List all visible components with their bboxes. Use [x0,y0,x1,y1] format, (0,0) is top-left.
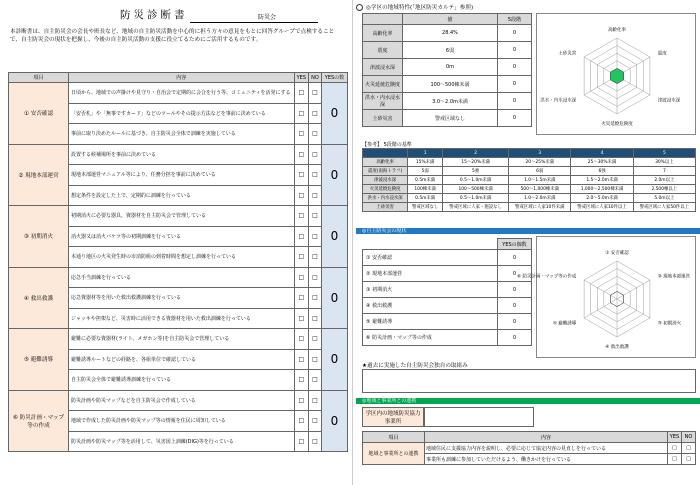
criteria-title [362,141,412,148]
char-label: 震度 [363,42,403,59]
status-count: 0 [498,314,532,330]
radar-axis [584,299,617,318]
char-level: 0 [498,42,532,59]
criteria-cell: 5.0m以上 [633,194,695,203]
no-checkbox[interactable]: □ [309,267,322,288]
biz-name-box[interactable] [424,407,534,427]
header-yes-count: YESの数 [322,73,348,83]
status-label: ⑥ 防災計画・マップ等の作成 [363,330,498,346]
item-text: 事前に取り決めたルールに基づき、自主防災会全体で訓練を実施している [69,124,295,145]
past-activities-box[interactable] [362,369,696,393]
intro-text: 本診断書は、自主防災会の会長や班長など、地域の自主防災活動を中心的に担う方々の意見をもとに回答グループで点検することで、自主防災会の現状を把握し、今後の自主防災活動の支援に役立てるためにご活用するものです。 [10,29,335,43]
status-label: ② 現地本部運営 [363,266,498,282]
diagnosis-row [9,267,348,288]
item-text: 初期消火に必要な器具、資器材を自主防災会で管理している [69,206,295,227]
yes-checkbox[interactable]: □ [294,247,308,268]
no-checkbox[interactable]: □ [309,83,322,104]
status-row [363,330,532,346]
biz-category: 地域と事業所との連携 [363,443,425,465]
no-checkbox[interactable]: □ [309,431,322,452]
status-header-blank [363,239,498,250]
characteristics-table [362,13,532,127]
criteria-row [363,167,696,176]
header-yes: YES [294,73,308,83]
radar-axis-label: 津波浸水深 [657,98,681,104]
status-header-count: YESの個数 [498,239,532,250]
char-row [363,110,532,127]
criteria-cell: 警戒区域なし [408,203,443,212]
yes-count: 0 [322,267,348,329]
criteria-cell: 警戒区域に人家10件以上 [571,203,633,212]
item-text: 現地本部運営マニュアル等により、任務分担を事前に決めている [69,165,295,186]
status-row [363,314,532,330]
category-label: ⑤ 避難誘導 [9,329,69,391]
past-title [362,361,468,369]
biz-header-content: 内容 [425,432,668,443]
no-checkbox[interactable]: □ [309,165,322,186]
biz-header-yes: YES [668,432,682,443]
category-label: ③ 初期消火 [9,206,69,268]
criteria-cell: 30%以上 [633,158,695,167]
no-checkbox[interactable]: □ [309,390,322,411]
char-row [363,25,532,42]
status-row [363,298,532,314]
section2-title: ◎自主防災会の現状 [356,228,700,234]
no-checkbox[interactable]: □ [309,103,322,124]
item-text: 応急手当訓練を行っている [69,267,295,288]
no-checkbox[interactable]: □ [309,185,322,206]
category-label: ④ 救出救護 [9,267,69,329]
criteria-body [363,158,696,212]
no-checkbox[interactable]: □ [309,370,322,391]
criteria-label: 震度(南海トラフ) [363,167,408,176]
biz-row [363,443,696,454]
item-text: 防災計画や防災マップなどを自主防災会で作成している [69,390,295,411]
yes-count: 0 [322,83,348,145]
radar-axis [584,280,617,299]
criteria-label: 高齢化率 [363,158,408,167]
item-text: 本通り地区の火災発生時の市消防組の到着時間を想定し訓練を行っている [69,247,295,268]
category-label: ① 安否確認 [9,83,69,145]
no-checkbox[interactable]: □ [309,349,322,370]
criteria-cell: 6弱 [509,167,571,176]
item-text: 防災計画や防災マップ等を活用して、災害図上訓練(DIG)等を行っている [69,431,295,452]
diagnosis-body [9,83,348,452]
yes-checkbox[interactable]: □ [294,267,308,288]
radar-axis [617,280,650,299]
char-value: 3.0〜2.0m未満 [403,93,498,110]
biz-no-checkbox[interactable]: □ [682,454,696,465]
item-text: 地域で作成した防災計画や防災マップ等の情報を住民に周知している [69,411,295,432]
no-checkbox[interactable]: □ [309,206,322,227]
right-page [356,0,700,485]
radar-axis-label: ③ 初期消火 [657,321,682,327]
item-text: 避難誘導ルートなどの経路を、各組単位で確認している [69,349,295,370]
yes-count: 0 [322,144,348,206]
yes-checkbox[interactable]: □ [294,329,308,350]
criteria-header: 1 [408,149,443,158]
status-count: 0 [498,330,532,346]
yes-checkbox[interactable]: □ [294,431,308,452]
char-value: 警戒区域なし [403,110,498,127]
radar-axis-label: ① 安否確認 [605,251,629,256]
criteria-cell: 15〜20%未満 [443,158,509,167]
char-label: 土砂災害 [363,110,403,127]
page-title: 防災診断書 [120,9,188,21]
criteria-header: 2 [443,149,509,158]
char-level: 0 [498,76,532,93]
criteria-table [362,148,696,212]
item-text: 設置する候補場所を事前に決めている [69,144,295,165]
char-row [363,93,532,110]
status-count: 0 [498,282,532,298]
diagnosis-row [9,206,348,227]
characteristics-body [363,25,532,127]
status-row [363,266,532,282]
yes-checkbox[interactable]: □ [294,226,308,247]
hazard-radar-chart [536,13,696,135]
status-row [363,250,532,266]
char-level: 0 [498,110,532,127]
diagnosis-row [9,390,348,411]
no-checkbox[interactable]: □ [309,288,322,309]
radar-axis-label: 火災延焼危険度 [601,122,633,127]
criteria-label: 津波浸水深 [363,176,408,185]
yes-count: 0 [322,329,348,391]
status-body [363,250,532,346]
yes-checkbox[interactable]: □ [294,165,308,186]
criteria-cell: 1,000〜2,500棟未満 [571,185,633,194]
dept-label: 防災会 [258,14,277,21]
yes-checkbox[interactable]: □ [294,288,308,309]
yes-count: 0 [322,390,348,452]
criteria-label: 土砂災害 [363,203,408,212]
biz-header-item: 項目 [363,432,425,443]
criteria-cell: 100棟未満 [408,185,443,194]
yes-checkbox[interactable]: □ [294,185,308,206]
radar-axis-label: ⑤ 避難誘導 [552,321,577,327]
char-level: 0 [498,93,532,110]
item-text: 日頃から、地域での声掛けや見守り・自治会で定期的に会合を行う等、コミュニティを活発にする [69,83,295,104]
section3-title: ◎地域と事業所との連携 [356,398,700,404]
no-checkbox[interactable]: □ [309,226,322,247]
char-row [363,76,532,93]
no-checkbox[interactable]: □ [309,144,322,165]
item-text: 自主防災会全体で避難誘導訓練を行っている [69,370,295,391]
status-row [363,282,532,298]
radar-axis [617,299,650,318]
criteria-header: 5 [633,149,695,158]
radar-axis-label: 土砂災害 [558,51,577,57]
criteria-header [363,149,408,158]
radar-axis-label: 震度 [657,51,667,57]
yes-checkbox[interactable]: □ [294,411,308,432]
diagnosis-table [8,72,348,452]
diagnosis-row [9,144,348,165]
no-checkbox[interactable]: □ [309,329,322,350]
criteria-row [363,176,696,185]
status-label: ③ 初期消火 [363,282,498,298]
item-text: 避難に必要な資器材(ライト、メガホン等)を自主防災会で管理している [69,329,295,350]
char-value: 0m [403,59,498,76]
criteria-cell: 6強 [571,167,633,176]
criteria-cell: 0.5〜1.0m未満 [443,176,509,185]
char-value: 28.4% [403,25,498,42]
char-header-blank [363,14,403,25]
status-count: 0 [498,298,532,314]
criteria-cell: 2,500棟以上 [633,185,695,194]
criteria-cell: 1.0〜1.5m未満 [509,176,571,185]
criteria-row [363,185,696,194]
criteria-cell: 100〜500棟未満 [443,185,509,194]
item-text: ジャッキや担架など、災害時に活用できる資器材を用いた救出訓練を行っている [69,308,295,329]
status-radar-chart [516,236,696,358]
criteria-cell: 1.0〜2.0m未満 [509,194,571,203]
radar-axis-label: ② 現地本部運営 [657,274,691,280]
radar-axis-label: 高齢化率 [608,28,626,33]
status-count: 0 [498,250,532,266]
char-row [363,42,532,59]
criteria-title-text: 【参考】 5段階の基準 [362,142,412,148]
char-label: 高齢化率 [363,25,403,42]
category-label: ⑥ 防災計画・マップ等の作成 [9,390,69,452]
name-underline [190,22,318,23]
criteria-cell: 15%未満 [408,158,443,167]
yes-checkbox[interactable]: □ [294,206,308,227]
char-value: 100〜500棟未満 [403,76,498,93]
char-level: 0 [498,59,532,76]
criteria-cell: 0.5m未満 [408,176,443,185]
criteria-cell: 25〜30%未満 [571,158,633,167]
char-header-level: 5段階 [498,14,532,25]
yes-checkbox[interactable]: □ [294,390,308,411]
yes-checkbox[interactable]: □ [294,308,308,329]
status-label: ① 安否確認 [363,250,498,266]
criteria-cell: 7 [633,167,695,176]
header-item: 項目 [9,73,69,83]
radar-value-polygon [610,68,623,83]
item-text: 想定条件を設定した上で、定期的に訓練を行っている [69,185,295,206]
radar-axis-label: 洪水・内水浸水深 [540,98,577,104]
item-text: 「安否札」や「無事ですカード」などのツールやその提示方法などを事前に決めている [69,103,295,124]
criteria-cell: 0.5〜1.0m未満 [443,194,509,203]
criteria-cell: 20〜25%未満 [509,158,571,167]
biz-no-checkbox[interactable]: □ [682,443,696,454]
past-title-text: ★過去に実施した自主防災会独自の取組み [362,363,468,369]
status-count: 0 [498,266,532,282]
criteria-label: 洪水・内水浸水深 [363,194,408,203]
criteria-header: 4 [571,149,633,158]
char-header-value: 値 [403,14,498,25]
char-label: 火災延焼危険度 [363,76,403,93]
category-label: ② 現地本部運営 [9,144,69,206]
yes-checkbox[interactable]: □ [294,83,308,104]
diagnosis-row [9,83,348,104]
biz-body [363,443,696,465]
yes-checkbox[interactable]: □ [294,144,308,165]
char-label: 津波浸水深 [363,59,403,76]
no-checkbox[interactable]: □ [309,247,322,268]
biz-yes-checkbox[interactable]: □ [668,454,682,465]
char-level: 0 [498,25,532,42]
criteria-cell: 5弱 [408,167,443,176]
criteria-cell: 500〜1,000棟未満 [509,185,571,194]
no-checkbox[interactable]: □ [309,124,322,145]
criteria-header: 3 [509,149,571,158]
yes-checkbox[interactable]: □ [294,370,308,391]
header-no: NO [309,73,322,83]
biz-text: 事業所も訓練に参加していただけるよう、働きかけを行っている [425,454,668,465]
criteria-cell: 5強 [443,167,509,176]
criteria-label: 火災延焼危険度 [363,185,408,194]
yes-count: 0 [322,206,348,268]
status-table [362,238,532,346]
char-row [363,59,532,76]
criteria-cell: 警戒区域に人家10件未満 [509,203,571,212]
item-text: 応急資器材等を用いた救出救護訓練を行っている [69,288,295,309]
header-content: 内容 [69,73,295,83]
yes-checkbox[interactable]: □ [294,349,308,370]
radar-axis-label: ④ 救出救護 [605,345,629,350]
section1-title [356,3,473,11]
char-value: 6弱 [403,42,498,59]
char-label: 洪水・内水浸水深 [363,93,403,110]
status-label: ⑤ 避難誘導 [363,314,498,330]
status-label: ④ 救出救護 [363,298,498,314]
criteria-cell: 警戒区域に人家50件以上 [633,203,695,212]
biz-yes-checkbox[interactable]: □ [668,443,682,454]
radar-axis-label: ⑥ 防災計画・マップ等の作成 [516,274,577,280]
section1-title-text: ◎学区の地域特性(「地区防災カルテ」参照) [366,5,474,11]
no-checkbox[interactable]: □ [309,411,322,432]
criteria-row [363,194,696,203]
criteria-cell: 2.0m以上 [633,176,695,185]
item-text: 消火器又は消火バケツ等の初期訓練を行っている [69,226,295,247]
biz-label: 学区内の地域防災協力事業所 [362,407,424,427]
biz-header-no: NO [682,432,696,443]
criteria-row [363,158,696,167]
yes-checkbox[interactable]: □ [294,103,308,124]
criteria-cell: 2.0〜5.0m未満 [571,194,633,203]
yes-checkbox[interactable]: □ [294,124,308,145]
section-circle-icon [356,4,363,11]
criteria-cell: 警戒区域に人家・施設なし [443,203,509,212]
diagnosis-row [9,329,348,350]
criteria-row [363,203,696,212]
no-checkbox[interactable]: □ [309,308,322,329]
biz-table [362,431,696,465]
biz-text: 地域住民に支援協力内容を説明し、必要に応じて協定内容の見直しを行っている [425,443,668,454]
criteria-cell: 1.5〜2.0m未満 [571,176,633,185]
criteria-cell: 0.5m未満 [408,194,443,203]
